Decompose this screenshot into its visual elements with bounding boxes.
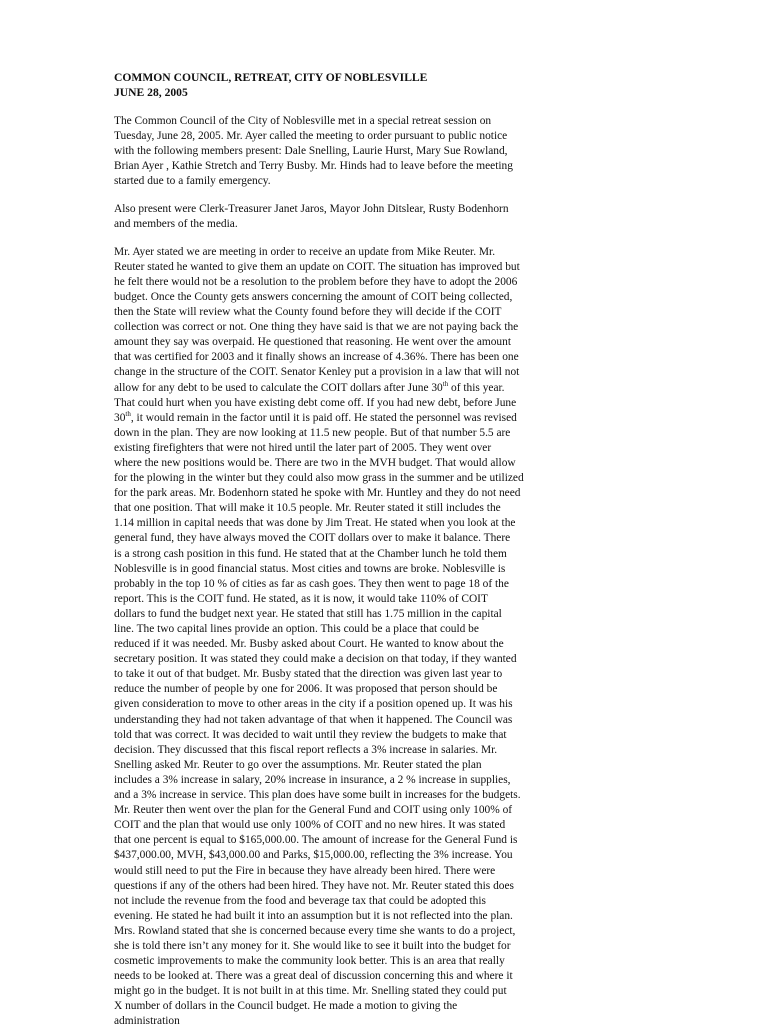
text-line: X number of dollars in the Council budget. He made a motion to giving the (114, 1000, 458, 1013)
text-line: That could hurt when you have existing debt come off. If you had new debt, before June (114, 396, 517, 409)
minutes-document (114, 70, 660, 1030)
text-line: that one position. That will make it 10.5 people. Mr. Reuter stated it still includes the (114, 502, 501, 515)
text-line: Mr. Reuter then went over the plan for the General Fund and COIT using only 100% of (114, 804, 513, 817)
text-line: needs to be looked at. There was a great deal of discussion concerning this and where it (114, 970, 513, 983)
text-segment: allow for any debt to be used to calculate the COIT dollars after June 30 (114, 381, 443, 394)
text-line: not include the revenue from the food and beverage tax that could be adopted this (114, 894, 486, 907)
text-line: down in the plan. They are now looking at 11.5 new people. But of that number 5.5 are (114, 426, 511, 439)
text-line: is a strong cash position in this fund. He stated that at the Chamber lunch he told them (114, 547, 507, 560)
text-line: where the new positions would be. There are two in the MVH budget. That would allow (114, 456, 516, 469)
text-line: amount they say was overpaid. He questioned that reasoning. He went over the amount (114, 336, 511, 349)
text-line: and members of the media. (114, 218, 238, 231)
text-line: evening. He stated he had built it into an assumption but it is not reflected into the plan. (114, 909, 513, 922)
text-line: would still need to put the Fire in because they have already been hired. There were (114, 864, 496, 877)
text-line: collection was correct or not. One thing they have said is that we are not paying back the (114, 321, 519, 334)
text-line: secretary position. It was stated they could make a decision on that today, if they wanted (114, 653, 517, 666)
text-line: Brian Ayer , Kathie Stretch and Terry Busby. Mr. Hinds had to leave before the meeting (114, 160, 513, 173)
text-line: probably in the top 10 % of cities as far as cash goes. They then went to page 18 of the (114, 577, 509, 590)
text-line: for the plowing in the winter but they could also mow grass in the summer and be utilized (114, 472, 524, 485)
text-line: told that was correct. It was decided to wait until they review the budgets to make that (114, 728, 507, 741)
text-line: started due to a family emergency. (114, 175, 271, 188)
text-line: Mrs. Rowland stated that she is concerned because every time she wants to do a project, (114, 924, 516, 937)
text-line: Noblesville is in good financial status. Most cities and towns are broke. Noblesville is (114, 562, 506, 575)
text-segment: , it would remain in the factor until it is paid off. He stated the personnel was revised (130, 411, 517, 424)
text-line: general fund, they have always moved the COIT dollars over to make it balance. There (114, 532, 511, 545)
text-line: Tuesday, June 28, 2005. Mr. Ayer called the meeting to order pursuant to public notice (114, 130, 508, 143)
text-line: Snelling asked Mr. Reuter to go over the assumptions. Mr. Reuter stated the plan (114, 758, 482, 771)
text-line: $437,000.00, MVH, $43,000.00 and Parks, $15,000.00, reflecting the 3% increase. You (114, 849, 513, 862)
text-line: with the following members present: Dale Snelling, Laurie Hurst, Mary Sue Rowland, (114, 145, 508, 158)
text-line: Also present were Clerk-Treasurer Janet Jaros, Mayor John Ditslear, Rusty Bodenhorn (114, 202, 509, 215)
text-line: understanding they had not taken advantage of that when it happened. The Council was (114, 713, 513, 726)
text-line: budget. Once the County gets answers concerning the amount of COIT being collected, (114, 290, 513, 303)
superscript: th (125, 409, 131, 418)
text-line: to take it out of that budget. Mr. Busby stated that the direction was given last year to (114, 668, 503, 681)
text-line-with-superscript (114, 411, 660, 426)
text-line: cosmetic improvements to make the community look better. This is an area that really (114, 955, 505, 968)
text-line: Reuter stated he wanted to give them an update on COIT. The situation has improved but (114, 260, 520, 273)
text-line: Mr. Ayer stated we are meeting in order to receive an update from Mike Reuter. Mr. (114, 245, 496, 258)
text-line: COIT and the plan that would use only 100% of COIT and no new hires. It was stated (114, 819, 506, 832)
text-line: that was certified for 2003 and it finally shows an increase of 4.36%. There has been one (114, 351, 519, 364)
text-line: he felt there would not be a resolution to the problem before they have to adopt the 2006 (114, 275, 518, 288)
paragraph-also-present (114, 202, 660, 232)
text-line: change in the structure of the COIT. Senator Kenley put a provision in a law that will not (114, 366, 520, 379)
text-line: that one percent is equal to $165,000.00. The amount of increase for the General Fund is (114, 834, 518, 847)
paragraph-discussion (114, 245, 660, 1030)
text-line: The Common Council of the City of Noblesville met in a special retreat session on (114, 115, 492, 127)
paragraph-attendance (114, 114, 660, 189)
text-line-with-superscript (114, 381, 660, 396)
text-line: and a 3% increase in service. This plan does have some built in increases for the budgets. (114, 789, 521, 802)
text-line: for the park areas. Mr. Bodenhorn stated he spoke with Mr. Huntley and they do not need (114, 487, 521, 500)
superscript: th (442, 379, 449, 388)
text-segment: 30 (114, 411, 126, 424)
text-line: administration (114, 1015, 180, 1028)
title-line: COMMON COUNCIL, RETREAT, CITY OF NOBLESVILLE (114, 71, 428, 84)
text-segment: of this year. (448, 381, 505, 394)
text-line: she is told there isn’t any money for it. She would like to see it built into the budget for (114, 939, 511, 952)
date-line: JUNE 28, 2005 (114, 86, 188, 99)
text-line: reduce the number of people by one for 2006. It was proposed that person should be (114, 683, 498, 696)
text-line: existing firefighters that were not hired until the later part of 2005. They went over (114, 441, 492, 454)
text-line: includes a 3% increase in salary, 20% increase in insurance, a 2 % increase in supplies, (114, 773, 511, 786)
text-line: report. This is the COIT fund. He stated, as it is now, it would take 110% of COIT (114, 592, 488, 605)
text-line: reduced if it was needed. Mr. Busby asked about Court. He wanted to know about the (114, 638, 504, 651)
document-title (114, 70, 660, 100)
text-line: questions if any of the others had been hired. They have not. Mr. Reuter stated this does (114, 879, 514, 892)
text-line: line. The two capital lines provide an option. This could be a place that could be (114, 623, 479, 635)
text-line: then the State will review what the County found before they will decide if the COIT (114, 306, 502, 319)
text-line: dollars to fund the budget next year. He stated that still has 1.75 million in the capital (114, 607, 502, 620)
text-line: might go in the budget. It is not built in at this time. Mr. Snelling stated they could put (114, 985, 507, 998)
text-line: 1.14 million in capital needs that was done by Jim Treat. He stated when you look at the (114, 517, 516, 530)
text-line: given consideration to move to other areas in the city if a position opened up. It was his (114, 698, 513, 711)
text-line: decision. They discussed that this fiscal report reflects a 3% increase in salaries. Mr. (114, 743, 498, 756)
